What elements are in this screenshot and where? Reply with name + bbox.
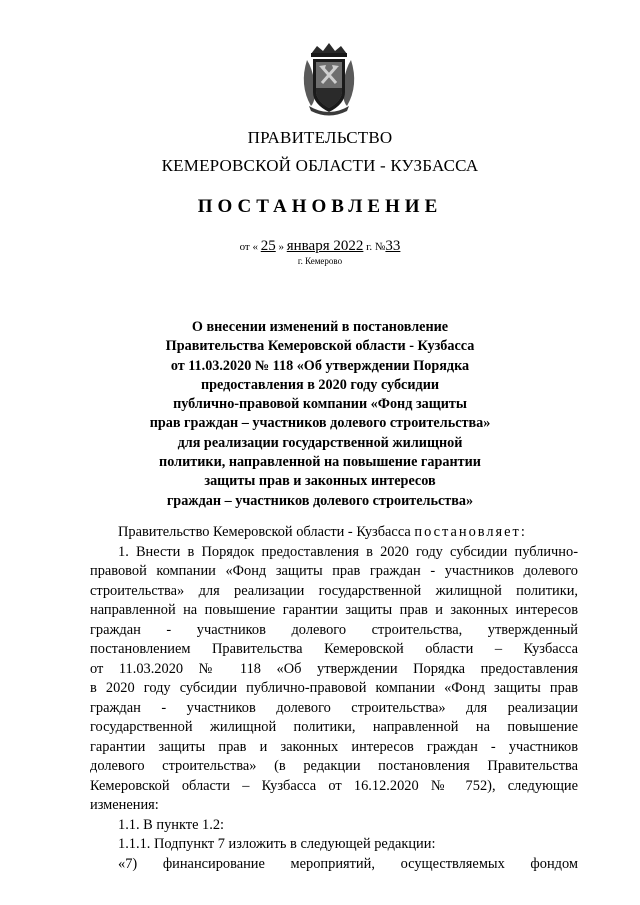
body-line: изменения: [90, 797, 159, 813]
title-line: прав граждан – участников долевого строительства» [149, 415, 491, 432]
preamble-action: постановляет: [414, 524, 527, 540]
body-line: 1. Внести в Порядок предоставления в 2020 году субсидии публично- [118, 543, 578, 560]
coat-of-arms-icon [297, 40, 361, 116]
date-day: 25 [260, 238, 276, 254]
body-line: граждан - участников долевого строительства, утвержденный [90, 621, 578, 638]
body-line: 1.1.1. Подпункт 7 изложить в следующей редакции: [118, 836, 436, 852]
preamble-text: Правительство Кемеровской области - Кузбасса [118, 524, 411, 540]
document-body [90, 523, 578, 874]
title-line: политики, направленной на повышение гарантии [159, 454, 481, 471]
body-line: граждан - участников долевого строительства» для реализации [90, 699, 578, 716]
date-mid: » [278, 241, 284, 253]
date-line [0, 238, 640, 255]
date-suffix: г. № [366, 241, 386, 253]
body-line: от 11.03.2020 № 118 «Об утверждении Порядка предоставления [90, 660, 578, 677]
body-line: направленной на повышение гарантии защиты прав и законных интересов [90, 602, 578, 618]
title-line: граждан – участников долевого строительства» [166, 492, 474, 509]
title-line: защиты прав и законных интересов [204, 473, 436, 490]
document-number: 33 [385, 238, 401, 254]
body-line: гарантии защиты прав и законных интересов граждан - участников [90, 738, 578, 755]
title-line: предоставления в 2020 году субсидии [200, 376, 440, 393]
city: г. Кемерово [297, 256, 343, 266]
title-line: О внесении изменений в постановление [191, 319, 449, 335]
body-line: 1.1. В пункте 1.2: [118, 816, 225, 833]
document-title [0, 318, 640, 511]
body-line: долевого строительства» (в редакции постановления Правительства [90, 758, 578, 774]
body-line: «7) финансирование мероприятий, осуществляемых фондом [118, 855, 578, 872]
body-line: в 2020 году субсидии публично-правовой компании «Фонд защиты прав [90, 680, 578, 696]
preamble [90, 523, 578, 543]
body-line: государственной жилищной политики, направленной на повышение [90, 719, 578, 735]
title-line: Правительства Кемеровской области - Кузбасса [165, 338, 475, 355]
date-month-year: января 2022 [286, 238, 364, 254]
title-line: публично-правовой компании «Фонд защиты [173, 396, 467, 413]
document-type: ПОСТАНОВЛЕНИЕ [197, 196, 443, 217]
title-line: для реализации государственной жилищной [177, 434, 463, 451]
body-line: строительства» для реализации государственной жилищной политики, [90, 582, 578, 599]
body-line: постановлением Правительства Кемеровской области – Кузбасса [90, 641, 578, 657]
government-name-line2: КЕМЕРОВСКОЙ ОБЛАСТИ - КУЗБАССА [161, 156, 479, 175]
title-line: от 11.03.2020 № 118 «Об утверждении Порядка [170, 357, 470, 374]
body-line: правовой компании «Фонд защиты прав граждан - участников долевого [90, 563, 578, 579]
body-line: Кемеровской области – Кузбасса от 16.12.2020 № 752), следующие [90, 777, 578, 794]
date-prefix: от « [239, 241, 258, 253]
government-name-line1: ПРАВИТЕЛЬСТВО [247, 128, 393, 147]
